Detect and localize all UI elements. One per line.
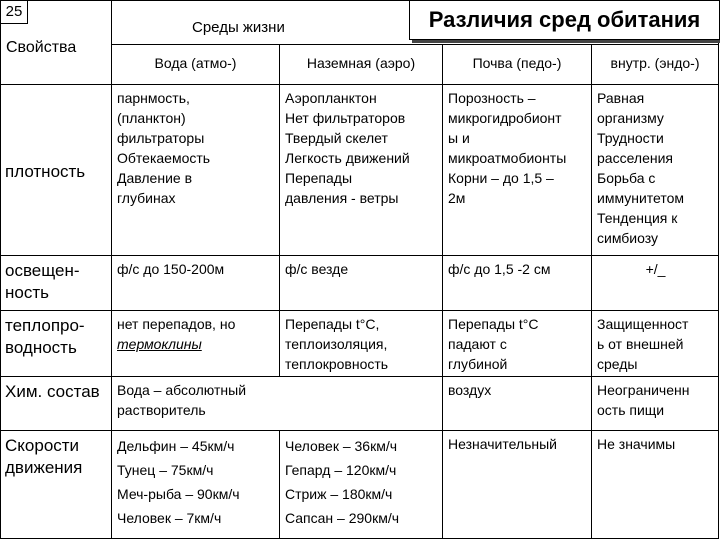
- property-label: Скорости движения: [5, 436, 83, 477]
- internal-value: Не значимы: [597, 436, 676, 452]
- slide-title: Различия сред обитания: [409, 0, 720, 40]
- col-header-land: [280, 45, 443, 85]
- property-label: Хим. состав: [5, 382, 100, 401]
- property-cell: [1, 311, 112, 377]
- internal-cell: [592, 256, 719, 311]
- internal-cell: [592, 377, 719, 431]
- soil-cell: [443, 256, 592, 311]
- land-value: Аэропланктон Нет фильтраторов Твердый скелет Легкость движений Перепады давления - ветры: [285, 90, 410, 206]
- soil-value: Перепады t°C падают с глубиной: [448, 316, 539, 372]
- property-label: плотность: [5, 162, 86, 181]
- slide-number: 25: [0, 0, 28, 24]
- col-header-soil: [443, 45, 592, 85]
- table-row: [1, 85, 719, 256]
- col-header-water: [112, 45, 280, 85]
- property-label: освещен- ность: [5, 261, 80, 302]
- water-value-line1: нет перепадов, но: [117, 316, 236, 332]
- water-value: [112, 311, 279, 354]
- water-cell: [112, 311, 280, 377]
- property-cell: [1, 431, 112, 539]
- water-cell: [112, 377, 443, 431]
- soil-value: ф/с до 1,5 -2 см: [448, 261, 551, 277]
- property-label: теплопро- водность: [5, 316, 85, 357]
- water-value: Вода – абсолютный растворитель: [117, 382, 247, 418]
- properties-header-label: Свойства: [6, 39, 77, 56]
- internal-value: Защищенност ь от внешней среды: [597, 316, 689, 372]
- internal-cell: [592, 311, 719, 377]
- land-value: ф/с везде: [285, 261, 349, 277]
- land-cell: [280, 311, 443, 377]
- soil-cell: [443, 311, 592, 377]
- soil-value: Незначительный: [448, 436, 557, 452]
- col-header-soil-label: Почва (педо-): [472, 55, 562, 71]
- internal-cell: [592, 431, 719, 539]
- table-row: [1, 256, 719, 311]
- land-cell: [280, 431, 443, 539]
- land-cell: [280, 85, 443, 256]
- soil-value: Порозность – микрогидробионт ы и микроатмобионты Корни – до 1,5 – 2м: [448, 90, 567, 206]
- water-value: ф/с до 150-200м: [117, 261, 225, 277]
- land-cell: [280, 256, 443, 311]
- water-cell: [112, 431, 280, 539]
- water-value: Дельфин – 45км/ч Тунец – 75км/ч Меч-рыба – 90км/ч Человек – 7км/ч: [117, 438, 240, 526]
- col-header-internal-label: внутр. (эндо-): [610, 55, 700, 71]
- internal-cell: [592, 85, 719, 256]
- soil-cell: [443, 377, 592, 431]
- internal-value: Равная организму Трудности расселения Борьба с иммунитетом Тенденция к симбиозу: [597, 90, 685, 246]
- col-header-land-label: Наземная (аэро): [306, 55, 416, 71]
- water-value: парнмость, (планктон) фильтраторы Обтекаемость Давление в глубинах: [117, 90, 211, 206]
- soil-cell: [443, 431, 592, 539]
- internal-value: +/_: [645, 261, 666, 277]
- table-row: [1, 311, 719, 377]
- water-cell: [112, 85, 280, 256]
- property-cell: [1, 85, 112, 256]
- internal-value: Неограниченн ость пищи: [597, 382, 690, 418]
- property-cell: [1, 377, 112, 431]
- property-cell: [1, 256, 112, 311]
- land-value: Человек – 36км/ч Гепард – 120км/ч Стриж – 180км/ч Сапсан – 290км/ч: [285, 438, 400, 526]
- thermocline-term: термоклины: [117, 336, 202, 352]
- soil-cell: [443, 85, 592, 256]
- table-row: [1, 377, 719, 431]
- environments-header-label: Среды жизни: [192, 19, 285, 36]
- table-row: [1, 431, 719, 539]
- col-header-water-label: Вода (атмо-): [154, 55, 237, 71]
- water-cell: [112, 256, 280, 311]
- col-header-internal: [592, 45, 719, 85]
- land-value: Перепады t°C, теплоизоляция, теплокровность: [285, 316, 389, 372]
- soil-value: воздух: [448, 382, 492, 398]
